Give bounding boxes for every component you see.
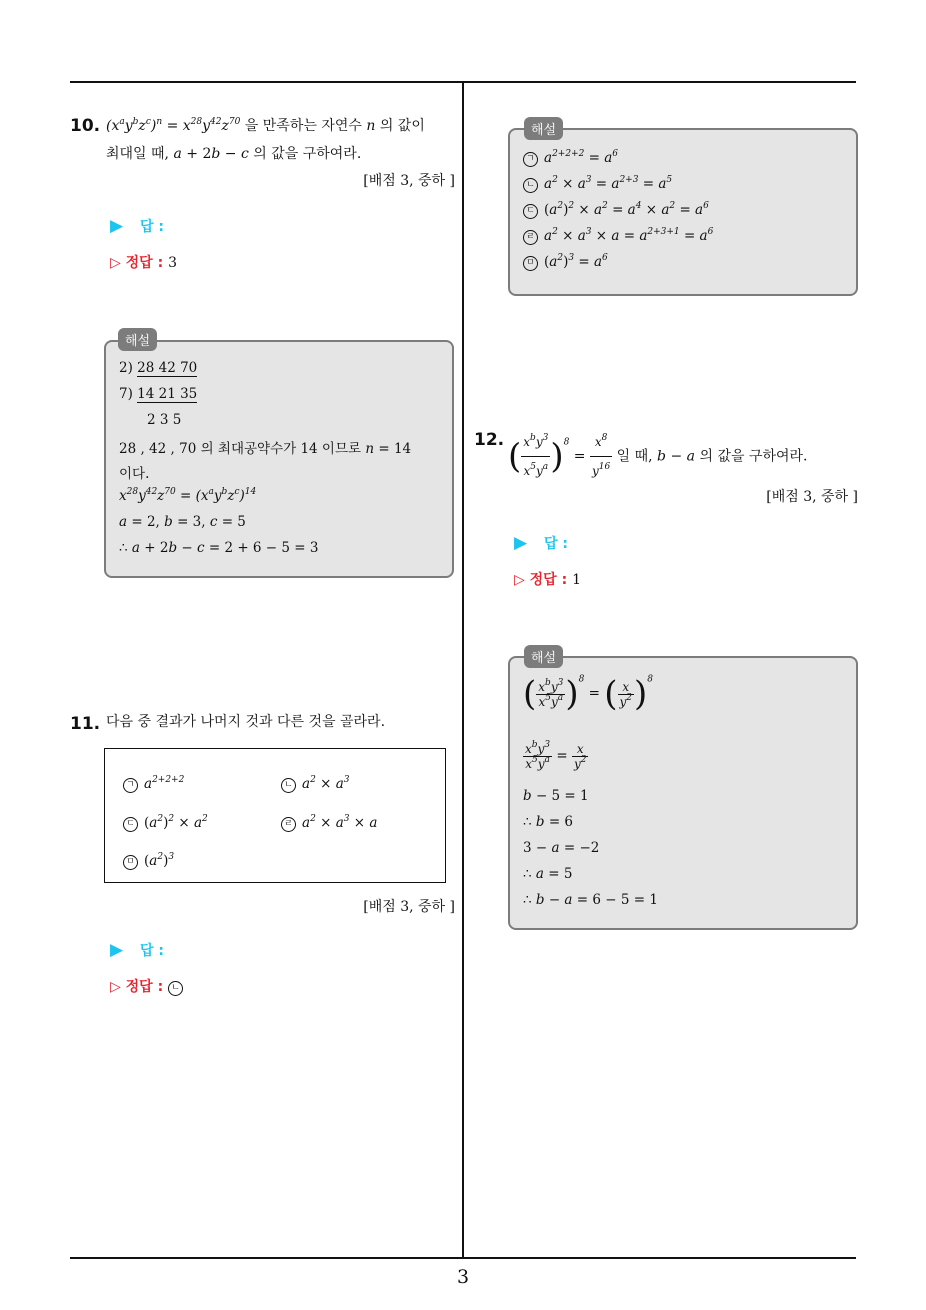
options-box (104, 748, 446, 883)
answer-line: ▶ 답 : (514, 533, 568, 553)
correct-answer-line: ▷ 정답 : 1 (514, 572, 581, 588)
option-5: ㅁ $(a^2)^3$ (123, 853, 174, 870)
solution-tag: 해설 (118, 328, 157, 351)
option-1: ㄱ $a^{2+2+2}$ (123, 776, 184, 793)
column-divider (462, 83, 464, 1259)
outline-triangle-icon: ▷ (110, 979, 121, 995)
question-number: 10. (70, 116, 101, 136)
option-3: ㄷ $(a^2)^2 \times a^2$ (123, 815, 208, 832)
solution-box-11: ㄱ $a^{2+2+2} = a^6$ ㄴ $a^2 \times a^3 = a^{2+3} = a^5$ ㄷ $(a^2)^2 \times a^2 = a^4 \times a^2 = a^6$ ㄹ $a^2 \times a^3 \times a = a^{2+3+1} = a^6$ ㅁ $(a^2)^3 = a^6$ (508, 128, 858, 296)
option-2: ㄴ $a^2 \times a^3$ (281, 776, 349, 793)
answer-line: ▶ 답 : (110, 216, 164, 236)
triangle-icon: ▶ (514, 533, 528, 553)
solution-box-12: ( $\frac{x^by^3}{x^5y^a}$ )$^8$ = ( $\frac{x}{y^2}$ )$^8$ $\frac{x^by^3}{x^5y^a}$ = $\frac{x}{y^2}$ b − 5 = 1 ∴ b = 6 3 − a = −2 ∴ a = 5 ∴ b − a = 6 − 5 = 1 (508, 656, 858, 930)
correct-answer-value: 3 (168, 255, 177, 271)
solution-tag: 해설 (524, 645, 563, 668)
page-number: 3 (456, 1266, 470, 1288)
option-4: ㄹ $a^2 \times a^3 \times a$ (281, 815, 377, 832)
correct-answer-value: 1 (572, 572, 581, 588)
score-label: [배점 3, 중하 ] (363, 899, 455, 915)
equation: $(x^ay^bz^c)^n = x^{28}y^{42}z^{70}$ (106, 117, 241, 134)
solution-box-10: 2) 28 42 70 7) 14 21 35 2 3 5 28 , 42 , 70 의 최대공약수가 14 이므로 n = 14 이다. $x^{28}y^{42}z^{70} = (x^ay^bz^c)^{14}$ a = 2, b = 3, c = 5 ∴ a + 2b − c = 2 + 6 − 5 = 3 (104, 340, 454, 578)
triangle-icon: ▶ (110, 940, 124, 960)
score-label: [배점 3, 중하 ] (766, 489, 858, 505)
question-text: $(x^ay^bz^c)^n = x^{28}y^{42}z^{70}$ 을 만족하는 자연수 n 의 값이 최대일 때, a + 2b − c 의 값을 구하여라. (106, 117, 425, 162)
question-equation: ( $\frac{x^by^3}{x^5y^a}$ )$^8$ = $\frac{x^8}{y^{16}}$ 일 때, b − a 의 값을 구하여라. (508, 428, 808, 485)
outline-triangle-icon: ▷ (110, 255, 121, 271)
correct-answer-line: ▷ 정답 : 3 (110, 255, 177, 271)
correct-answer-line: ▷ 정답 : ㄴ (110, 976, 189, 996)
outline-triangle-icon: ▷ (514, 572, 525, 588)
correct-answer-value: ㄴ (168, 981, 183, 996)
question-text: 다음 중 결과가 나머지 것과 다른 것을 골라라. (106, 714, 386, 730)
question-number: 11. (70, 714, 101, 734)
solution-tag: 해설 (524, 117, 563, 140)
answer-line: ▶ 답 : (110, 940, 164, 960)
score-label: [배점 3, 중하 ] (363, 173, 455, 189)
triangle-icon: ▶ (110, 216, 124, 236)
question-number: 12. (474, 430, 505, 450)
